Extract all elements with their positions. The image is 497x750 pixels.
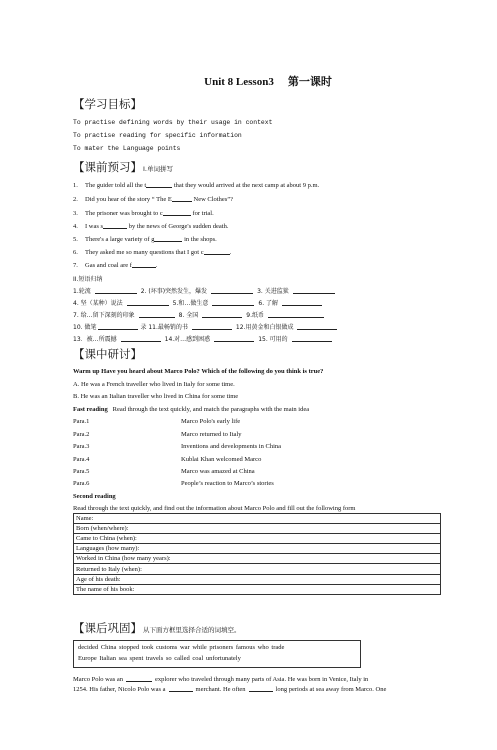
cloze-passage: Marco Polo was an explorer who traveled through many parts of Asia. He was born in Venice, Italy in 1254. His father, Nicolo Polo was a merchant. He often long periods at sea away from Marco. One [73, 676, 387, 693]
answer-blank[interactable] [132, 261, 156, 268]
answer-blank[interactable] [204, 248, 230, 255]
table-row[interactable]: Came to China (when): [74, 534, 441, 544]
goals-heading: 【学习目标】 [73, 97, 142, 111]
answer-blank[interactable] [146, 181, 172, 188]
page-title: Unit 8 Lesson3 第一课时 [204, 75, 332, 88]
spelling-sentence: 4. I was s by the news of George's sudden death. [73, 223, 229, 230]
table-row[interactable]: Born (when/where): [74, 524, 441, 534]
answer-blank[interactable] [154, 235, 182, 242]
phrase-row: 7. 给…留下深刻的印象 8. 全国 9.纸币 [73, 310, 324, 319]
para-match-row: Para.4 Kublai Khan welcomed Marco [73, 456, 262, 463]
answer-blank[interactable] [172, 195, 192, 202]
phrase-row: 13．被…所震撼 14.对…感到困惑 15. 可用的 [73, 334, 332, 343]
para-match-row: Para.6 People’s reaction to Marco’s stories [73, 480, 274, 487]
phrase-row: 10. 做笔 录 11.最畅销的书 12.用黄金和白银做成 [73, 322, 337, 331]
table-row[interactable]: Languages (how many): [74, 544, 441, 554]
phrases-subheading: II.短语归纳 [73, 276, 103, 283]
answer-blank[interactable] [163, 209, 191, 216]
para-match-row: Para.1 Marco Polo's early life [73, 418, 241, 425]
preview-heading: 【课前预习】I.单词拼写 [73, 160, 173, 174]
spelling-sentence: 2. Did you hear of the story “ The E New Clothes”? [73, 196, 234, 203]
table-row[interactable]: Returned to Italy (when): [74, 564, 441, 574]
spelling-sentence: 6. They asked me so many questions that I got c . [73, 249, 232, 256]
word-bank-box [73, 640, 361, 668]
spelling-sentence: 5. There's a large variety of g in the shops. [73, 236, 217, 243]
fast-reading-instruction: Fast reading Read through the text quickly, and match the paragraphs with the main idea [73, 406, 310, 413]
table-row[interactable]: Age of his death: [74, 574, 441, 584]
phrase-row: 1.轮流 2. (坏事)突然发生，爆发 3. 关进监狱 [73, 286, 335, 295]
word-bank-row: decided China stopped took customs war while prisoners famous who trade [78, 644, 285, 651]
table-row[interactable]: Worked in China (how many years): [74, 554, 441, 564]
answer-blank[interactable] [249, 685, 273, 692]
spelling-sentence: 3. The prisoner was brought to c for trial. [73, 210, 214, 217]
option-a: A. He was a French traveller who lived in Italy for some time. [73, 381, 235, 388]
class-heading: 【课中研讨】 [73, 347, 142, 361]
answer-blank[interactable] [126, 675, 152, 682]
spelling-sentence: 7. Gas and coal are f . [73, 262, 158, 269]
answer-blank[interactable] [103, 222, 127, 229]
para-match-row: Para.2 Marco returned to Italy [73, 431, 242, 438]
warmup-question: Warm up Have you heard about Marco Polo? Which of the following do you think is true? [73, 368, 324, 375]
goal-item: To practise reading for specific information [73, 132, 242, 139]
consolidate-heading: 【课后巩固】从下面方框里选择合适的词填空。 [73, 621, 241, 635]
word-bank-row: Europe Italian sea spent travels so called coal unfortunately [78, 655, 241, 662]
second-reading-label: Second reading [73, 493, 116, 500]
goal-item: To mater the Language points [73, 145, 181, 152]
table-row[interactable]: Name: [74, 514, 441, 524]
marco-polo-info-table [73, 513, 441, 595]
option-b: B. He was an Italian traveller who lived in China for some time [73, 393, 239, 400]
goal-item: To practise defining words by their usage in context [73, 119, 273, 126]
para-match-row: Para.5 Marco was amazed at China [73, 468, 255, 475]
answer-blank[interactable] [169, 685, 193, 692]
second-reading-instruction: Read through the text quickly, and find out the information about Marco Polo and fill out the following form [73, 505, 356, 512]
phrase-row: 4. 坚（某种）说法 5.和…做生意 6. 了解 [73, 298, 322, 307]
table-row[interactable]: The name of his book: [74, 584, 441, 594]
para-match-row: Para.3 Inventions and developments in China [73, 443, 282, 450]
spelling-sentence: 1. The guider told all the t that they would arrived at the next camp at about 9 p.m. [73, 182, 320, 189]
